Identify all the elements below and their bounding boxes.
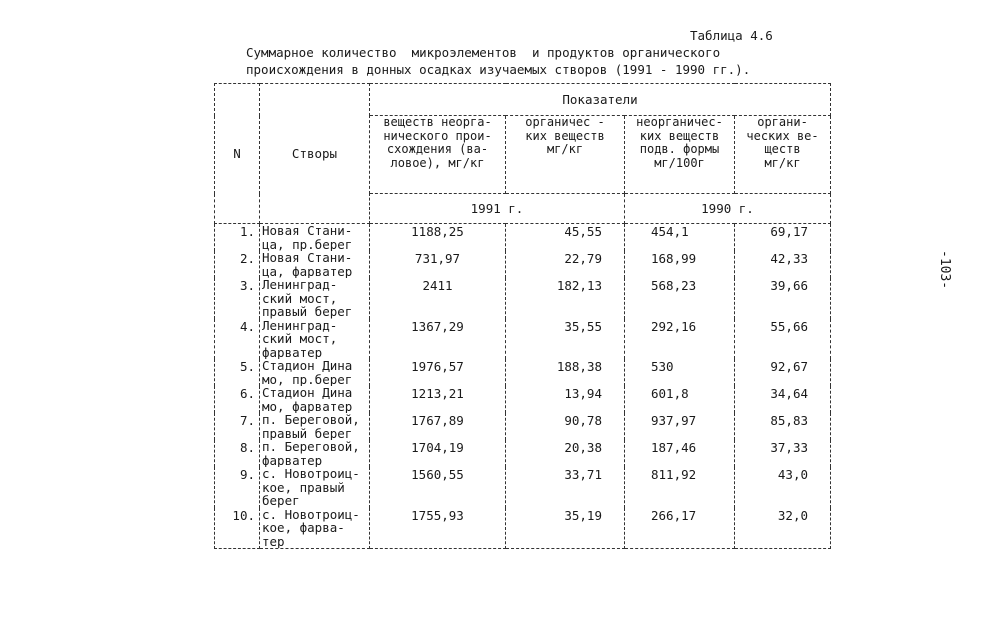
value-inorganic-total: 1767,89 <box>370 413 506 440</box>
page-number: -103- <box>937 250 952 290</box>
header-line: мг/кг <box>764 155 801 170</box>
table-row <box>215 224 831 252</box>
site-name <box>260 251 370 278</box>
table-row <box>215 508 831 549</box>
value-organic: 35,19 <box>506 508 625 549</box>
row-number: 8. <box>215 440 260 467</box>
site-line: с. Новотроиц- <box>262 507 360 522</box>
site-line: мо, пр.берег <box>262 371 353 386</box>
site-line: тер <box>262 533 285 549</box>
site-name <box>260 224 370 252</box>
table-row <box>215 413 831 440</box>
value-organic: 13,94 <box>506 386 625 413</box>
site-line: Ленинград- <box>262 278 338 292</box>
value-inorganic-total: 1213,21 <box>370 386 506 413</box>
table-row <box>215 386 831 413</box>
value-inorganic-mobile: 187,46 <box>625 440 735 467</box>
value-organic-1990: 55,66 <box>735 319 831 360</box>
site-name <box>260 359 370 386</box>
site-line: фарватер <box>262 344 323 359</box>
site-name <box>260 508 370 549</box>
site-line: фарватер <box>262 452 323 467</box>
value-organic: 182,13 <box>506 278 625 319</box>
site-line: ца, фарватер <box>262 263 353 278</box>
value-inorganic-mobile: 601,8 <box>625 386 735 413</box>
value-organic-1990: 43,0 <box>735 467 831 508</box>
site-line: правый берег <box>262 304 353 319</box>
header-line: ществ <box>764 142 801 156</box>
header-inorganic-mobile <box>625 116 735 194</box>
row-number: 2. <box>215 251 260 278</box>
value-inorganic-total: 731,97 <box>370 251 506 278</box>
value-organic-1990: 39,66 <box>735 278 831 319</box>
site-line: с. Новотроиц- <box>262 467 360 481</box>
row-number: 10. <box>215 508 260 549</box>
site-name <box>260 467 370 508</box>
header-line: мг/кг <box>546 142 584 156</box>
caption-line-1: Суммарное количество микроэлементов и продуктов органического <box>246 45 721 60</box>
table-row <box>215 467 831 508</box>
row-number: 3. <box>215 278 260 319</box>
table-row <box>215 319 831 360</box>
site-line: ский мост, <box>262 331 338 346</box>
value-inorganic-total: 2411 <box>370 278 506 319</box>
site-line: ца, пр.берег <box>262 236 353 251</box>
value-organic: 20,38 <box>506 440 625 467</box>
table-row <box>215 251 831 278</box>
table-row <box>215 278 831 319</box>
header-organic <box>506 116 625 194</box>
site-line: Стадион Дина <box>262 386 353 400</box>
row-number: 6. <box>215 386 260 413</box>
row-number: 4. <box>215 319 260 360</box>
value-organic: 188,38 <box>506 359 625 386</box>
header-site: Створы <box>260 84 370 224</box>
table-label: Таблица 4.6 <box>690 28 773 43</box>
value-organic-1990: 34,64 <box>735 386 831 413</box>
row-number: 7. <box>215 413 260 440</box>
header-line: ких веществ <box>639 128 720 143</box>
site-line: Новая Стани- <box>262 251 353 265</box>
site-name <box>260 413 370 440</box>
header-inorganic-total <box>370 116 506 194</box>
site-line: правый берег <box>262 425 353 440</box>
data-table <box>214 83 831 549</box>
value-organic: 90,78 <box>506 413 625 440</box>
row-number: 5. <box>215 359 260 386</box>
value-inorganic-total: 1755,93 <box>370 508 506 549</box>
value-inorganic-total: 1188,25 <box>370 224 506 252</box>
table-row <box>215 440 831 467</box>
value-organic: 22,79 <box>506 251 625 278</box>
caption-line-2: происхождения в донных осадках изучаемых створов (1991 - 1990 гг.). <box>246 62 751 77</box>
site-line: кое, фарва- <box>262 520 345 535</box>
header-n: N <box>215 84 260 224</box>
value-organic: 33,71 <box>506 467 625 508</box>
site-name <box>260 440 370 467</box>
header-line: подв. формы <box>639 142 720 156</box>
site-line: Ленинград- <box>262 318 338 333</box>
value-inorganic-mobile: 266,17 <box>625 508 735 549</box>
value-organic-1990: 32,0 <box>735 508 831 549</box>
site-line: берег <box>262 493 300 508</box>
site-line: п. Береговой, <box>262 440 360 454</box>
site-name <box>260 278 370 319</box>
header-line: схождения (ва- <box>386 142 489 156</box>
site-line: мо, фарватер <box>262 398 353 413</box>
value-organic-1990: 42,33 <box>735 251 831 278</box>
row-number: 9. <box>215 467 260 508</box>
site-line: ский мост, <box>262 290 338 306</box>
header-line: нического прои- <box>383 128 492 143</box>
site-name <box>260 386 370 413</box>
table-row <box>215 359 831 386</box>
site-line: кое, правый <box>262 479 345 495</box>
value-organic-1990: 69,17 <box>735 224 831 252</box>
header-line: неорганичес- <box>636 115 723 129</box>
value-inorganic-total: 1560,55 <box>370 467 506 508</box>
header-line: веществ неорга- <box>383 115 492 129</box>
value-inorganic-total: 1704,19 <box>370 440 506 467</box>
header-indicators: Показатели <box>370 84 831 116</box>
header-line: органи- <box>757 115 808 129</box>
header-year-1990: 1990 г. <box>625 194 831 224</box>
value-inorganic-total: 1367,29 <box>370 319 506 360</box>
value-inorganic-mobile: 568,23 <box>625 278 735 319</box>
header-line: ких веществ <box>525 128 605 143</box>
site-name <box>260 319 370 360</box>
header-line: органичес - <box>525 115 605 129</box>
table-caption <box>246 44 750 78</box>
header-organic-1990 <box>735 116 831 194</box>
value-organic-1990: 85,83 <box>735 413 831 440</box>
header-line: ческих ве- <box>746 128 819 143</box>
value-organic: 35,55 <box>506 319 625 360</box>
site-line: Стадион Дина <box>262 359 353 373</box>
header-line: мг/100г <box>654 155 705 170</box>
value-organic: 45,55 <box>506 224 625 252</box>
value-inorganic-mobile: 454,1 <box>625 224 735 252</box>
value-organic-1990: 37,33 <box>735 440 831 467</box>
value-inorganic-mobile: 530 <box>625 359 735 386</box>
value-inorganic-mobile: 292,16 <box>625 319 735 360</box>
header-line: ловое), мг/кг <box>390 155 485 170</box>
value-inorganic-mobile: 937,97 <box>625 413 735 440</box>
header-year-1991: 1991 г. <box>370 194 625 224</box>
value-organic-1990: 92,67 <box>735 359 831 386</box>
value-inorganic-mobile: 168,99 <box>625 251 735 278</box>
value-inorganic-mobile: 811,92 <box>625 467 735 508</box>
site-line: п. Береговой, <box>262 413 360 427</box>
row-number: 1. <box>215 224 260 252</box>
site-line: Новая Стани- <box>262 223 353 238</box>
value-inorganic-total: 1976,57 <box>370 359 506 386</box>
